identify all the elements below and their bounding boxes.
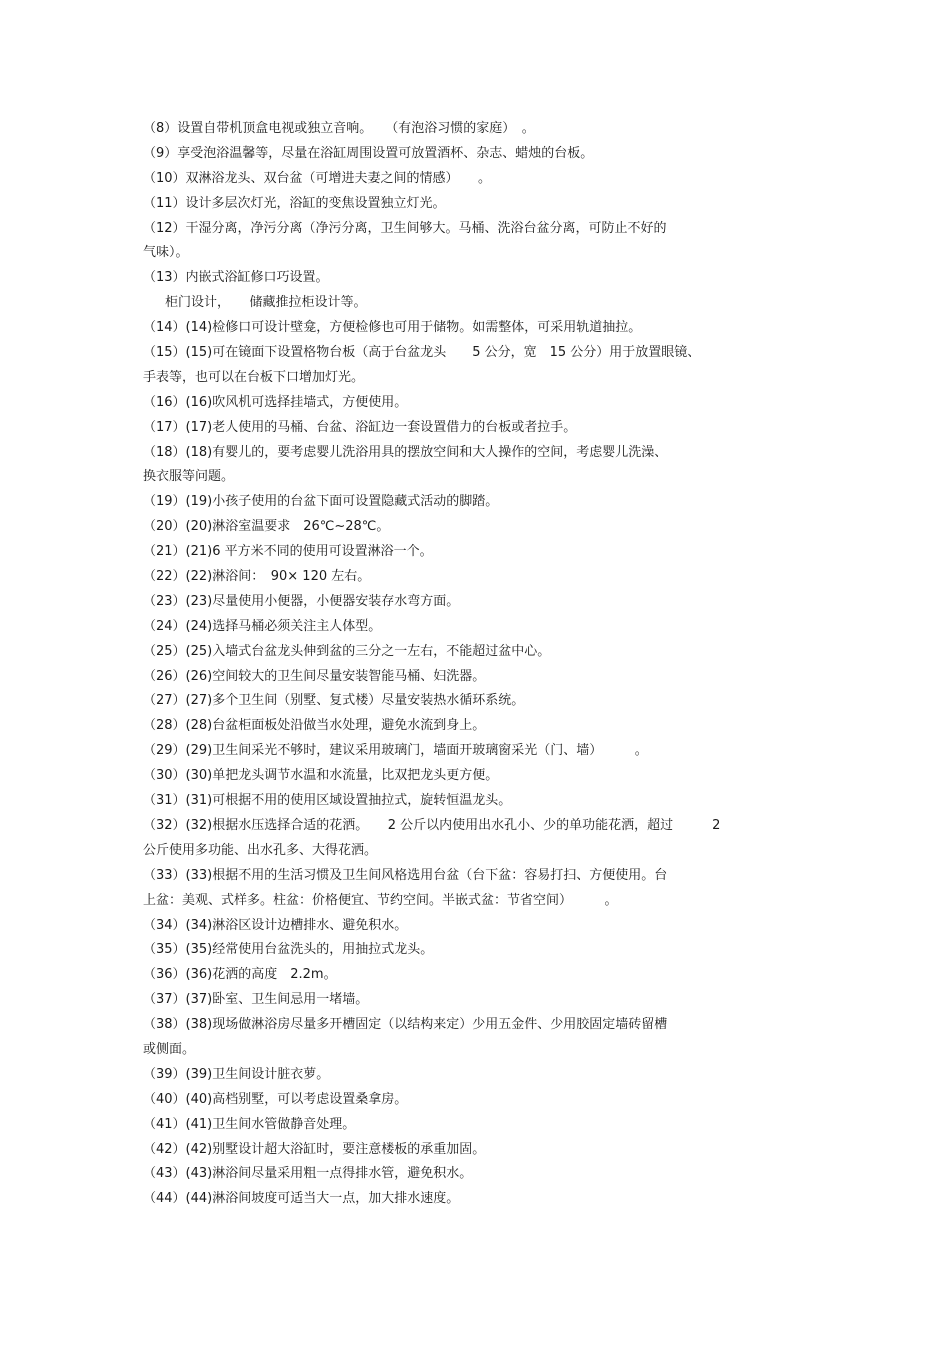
text-body bbox=[143, 117, 823, 1212]
text-line: （20）(20)淋浴室温要求 26℃~28℃。 bbox=[143, 519, 390, 535]
text-line: （27）(27)多个卫生间（别墅、复式楼）尽量安装热水循环系统。 bbox=[143, 693, 525, 709]
text-line: 柜门设计， 储藏推拉柜设计等。 bbox=[165, 295, 367, 311]
text-line: 换衣服等问题。 bbox=[143, 469, 235, 485]
text-line: （12）干湿分离，净污分离（净污分离，卫生间够大。马桶、洗浴台盆分离，可防止不好的 bbox=[143, 220, 667, 236]
text-line: （32）(32)根据水压选择合适的花洒。 2 公斤以内使用出水孔小、少的单功能花洒，超过 2 bbox=[143, 817, 721, 833]
text-line: （17）(17)老人使用的马桶、台盆、浴缸边一套设置借力的台板或者拉手。 bbox=[143, 419, 577, 435]
text-line: （21）(21)6 平方米不同的使用可设置淋浴一个。 bbox=[143, 544, 433, 560]
text-line: （40）(40)高档别墅，可以考虑设置桑拿房。 bbox=[143, 1091, 408, 1107]
text-line: （31）(31)可根据不用的使用区域设置抽拉式，旋转恒温龙头。 bbox=[143, 793, 512, 809]
text-line: （42）(42)别墅设计超大浴缸时，要注意楼板的承重加固。 bbox=[143, 1141, 486, 1157]
text-line: （10）双淋浴龙头、双台盆（可增进夫妻之间的情感） 。 bbox=[143, 170, 492, 186]
text-line: （36）(36)花洒的高度 2.2m。 bbox=[143, 967, 337, 983]
text-line: 手表等，也可以在台板下口增加灯光。 bbox=[143, 369, 365, 385]
text-line: （22）(22)淋浴间： 90× 120 左右。 bbox=[143, 569, 371, 585]
text-line: （26）(26)空间较大的卫生间尽量安装智能马桶、妇洗器。 bbox=[143, 668, 486, 684]
text-line: （14）(14)检修口可设计壁龛，方便检修也可用于储物。如需整体，可采用轨道抽拉。 bbox=[143, 320, 642, 336]
text-line: （11）设计多层次灯光，浴缸的变焦设置独立灯光。 bbox=[143, 195, 446, 211]
text-line: （37）(37)卧室、卫生间忌用一堵墙。 bbox=[143, 992, 369, 1008]
text-line: （8）设置自带机顶盒电视或独立音响。 （有泡浴习惯的家庭） 。 bbox=[143, 121, 535, 136]
text-line: （41）(41)卫生间水管做静音处理。 bbox=[143, 1116, 356, 1132]
text-line: （38）(38)现场做淋浴房尽量多开槽固定（以结构来定）少用五金件、少用胶固定墙砖留槽 bbox=[143, 1017, 668, 1033]
text-line: （23）(23)尽量使用小便器，小便器安装存水弯方面。 bbox=[143, 593, 460, 609]
text-line: （19）(19)小孩子使用的台盆下面可设置隐藏式活动的脚踏。 bbox=[143, 494, 499, 510]
text-line: （39）(39)卫生间设计脏衣萝。 bbox=[143, 1066, 330, 1082]
text-line: （44）(44)淋浴间坡度可适当大一点，加大排水速度。 bbox=[143, 1191, 460, 1207]
text-line: （9）享受泡浴温馨等，尽量在浴缸周围设置可放置酒杯、杂志、蜡烛的台板。 bbox=[143, 145, 594, 161]
text-line: （30）(30)单把龙头调节水温和水流量，比双把龙头更方便。 bbox=[143, 768, 499, 784]
text-line: （13）内嵌式浴缸修口巧设置。 bbox=[143, 270, 329, 286]
text-line: （15）(15)可在镜面下设置格物台板（高于台盆龙头 5 公分，宽 15 公分）用于放置眼镜、 bbox=[143, 345, 701, 361]
text-line: （16）(16)吹风机可选择挂墙式，方便使用。 bbox=[143, 394, 408, 410]
text-line: （28）(28)台盆柜面板处沿做当水处理，避免水流到身上。 bbox=[143, 718, 486, 734]
text-line: 或侧面。 bbox=[143, 1041, 196, 1057]
text-line: 公斤使用多功能、出水孔多、大得花洒。 bbox=[143, 842, 378, 858]
text-line: （35）(35)经常使用台盆洗头的，用抽拉式龙头。 bbox=[143, 942, 434, 958]
text-line: （43）(43)淋浴间尽量采用粗一点得排水管，避免积水。 bbox=[143, 1166, 473, 1182]
text-line: （18）(18)有婴儿的，要考虑婴儿洗浴用具的摆放空间和大人操作的空间，考虑婴儿洗澡、 bbox=[143, 444, 668, 460]
text-line: （25）(25)入墙式台盆龙头伸到盆的三分之一左右，不能超过盆中心。 bbox=[143, 643, 551, 659]
text-line: （34）(34)淋浴区设计边槽排水、避免积水。 bbox=[143, 917, 408, 933]
text-line: 气味）。 bbox=[143, 245, 189, 261]
text-line: （29）(29)卫生间采光不够时，建议采用玻璃门，墙面开玻璃窗采光（门、墙） 。 bbox=[143, 743, 648, 759]
text-line: （24）(24)选择马桶必须关注主人体型。 bbox=[143, 618, 382, 634]
text-line: （33）(33)根据不用的生活习惯及卫生间风格选用台盆（台下盆：容易打扫、方便使用。台 bbox=[143, 867, 668, 883]
text-line: 上盆：美观、式样多。柱盆：价格便宜、节约空间。半嵌式盆：节省空间） 。 bbox=[143, 892, 618, 908]
